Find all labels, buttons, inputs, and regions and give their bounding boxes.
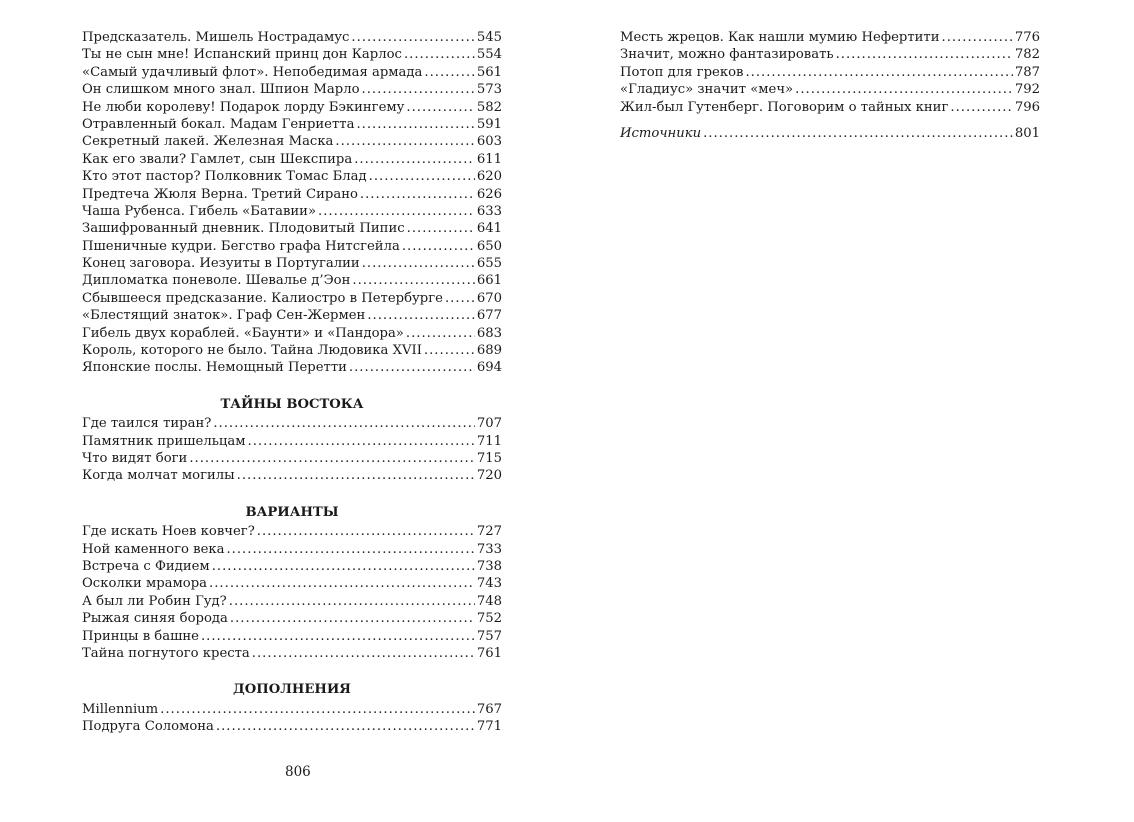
- dot-leader: [201, 628, 475, 645]
- dot-leader: [318, 203, 475, 220]
- entry-page: 683: [476, 325, 502, 341]
- toc-entry: [82, 628, 502, 645]
- dot-leader: [257, 523, 475, 540]
- entry-title: Что видят боги: [82, 450, 188, 466]
- dot-leader: [216, 718, 475, 735]
- toc-entry: [82, 467, 502, 484]
- entry-title: Ты не сын мне! Испанский принц дон Карлос: [82, 47, 402, 63]
- toc-entry: [620, 99, 1040, 116]
- toc-entry: [82, 99, 502, 116]
- entry-title: Кто этот пастор? Полковник Томас Блад: [82, 169, 367, 185]
- toc-entry: [620, 29, 1040, 46]
- toc-entry: [82, 433, 502, 450]
- toc-entry: [82, 541, 502, 558]
- entry-title: Где таился тиран?: [82, 416, 212, 432]
- dot-leader: [942, 29, 1013, 46]
- entry-page: 752: [476, 611, 502, 627]
- entry-title: «Самый удачливый флот». Непобедимая армада: [82, 64, 423, 80]
- entry-page: 689: [476, 343, 502, 359]
- entry-title: Сбывшееся предсказание. Калиостро в Петербурге: [82, 290, 443, 306]
- entry-page: 655: [476, 256, 502, 272]
- entry-page: 677: [476, 308, 502, 324]
- dot-leader: [795, 81, 1013, 98]
- toc-entry: [82, 701, 502, 718]
- entry-title: Рыжая синяя борода: [82, 611, 228, 627]
- entry-page: 711: [476, 433, 502, 449]
- toc-entry: [82, 272, 502, 289]
- entry-page: 767: [476, 701, 502, 717]
- toc-entry: [82, 133, 502, 150]
- entry-page: 603: [476, 134, 502, 150]
- toc-entry: [82, 151, 502, 168]
- entry-page: 727: [476, 524, 502, 540]
- entry-title: Секретный лакей. Железная Маска: [82, 134, 334, 150]
- dot-leader: [351, 29, 474, 46]
- dot-leader: [237, 467, 475, 484]
- dot-leader: [424, 64, 474, 81]
- entry-page: 591: [476, 116, 502, 132]
- entry-title: «Блестящий знаток». Граф Сен-Жермен: [82, 308, 366, 324]
- entry-title: Отравленный бокал. Мадам Генриетта: [82, 116, 355, 132]
- entry-page: 792: [1014, 82, 1040, 98]
- section-heading: ТАЙНЫ ВОСТОКА: [220, 396, 364, 412]
- entry-title: Тайна погнутого креста: [82, 645, 250, 661]
- entry-title: Предсказатель. Мишель Нострадамус: [82, 30, 350, 45]
- dot-leader: [703, 125, 1013, 142]
- toc-entry: [82, 359, 502, 376]
- toc-entry: [82, 64, 502, 81]
- dot-leader: [209, 575, 475, 592]
- entry-page: 757: [476, 628, 502, 644]
- entry-title: Гибель двух кораблей. «Баунти» и «Пандора»: [82, 325, 404, 341]
- section-heading: ВАРИАНТЫ: [245, 504, 339, 520]
- toc-entry: [82, 307, 502, 324]
- entry-page: 801: [1014, 125, 1040, 141]
- entry-title: Когда молчат могилы: [82, 468, 235, 484]
- entry-title: Не люби королеву! Подарок лорду Бэкингему: [82, 99, 405, 115]
- toc-entry: [82, 238, 502, 255]
- dot-leader: [354, 151, 475, 168]
- entry-page: 626: [476, 186, 502, 202]
- toc-entry: [82, 186, 502, 203]
- entry-title: Памятник пришельцам: [82, 433, 246, 449]
- entry-title: Чаша Рубенса. Гибель «Батавии»: [82, 203, 317, 219]
- entry-title: Предтеча Жюля Верна. Третий Сирано: [82, 186, 358, 202]
- toc-entry: [82, 220, 502, 237]
- toc-entry: [82, 81, 502, 98]
- entry-title: Он слишком много знал. Шпион Марло: [82, 82, 360, 98]
- dot-leader: [836, 46, 1013, 63]
- dot-leader: [213, 415, 475, 432]
- entry-page: 561: [476, 64, 502, 80]
- dot-leader: [212, 558, 475, 575]
- entry-page: 715: [476, 450, 502, 466]
- toc-entry: [82, 718, 502, 735]
- dot-leader: [362, 255, 475, 272]
- dot-leader: [252, 645, 475, 662]
- toc-entry: [82, 325, 502, 342]
- toc-entry: [620, 46, 1040, 63]
- toc-entry: [82, 558, 502, 575]
- toc-entry: [82, 450, 502, 467]
- entry-title: Месть жрецов. Как нашли мумию Нефертити: [620, 30, 940, 45]
- entry-title: Как его звали? Гамлет, сын Шекспира: [82, 151, 353, 167]
- dot-leader: [367, 307, 474, 324]
- spacer: [620, 116, 1040, 125]
- dot-leader: [360, 186, 475, 203]
- entry-title: Японские послы. Немощный Перетти: [82, 360, 347, 376]
- entry-page: 633: [476, 203, 502, 219]
- page-number: 806: [285, 764, 311, 780]
- entry-page: 620: [476, 169, 502, 185]
- dot-leader: [229, 593, 475, 610]
- dot-leader: [424, 342, 475, 359]
- dot-leader: [362, 81, 475, 98]
- toc-right-column: [620, 29, 1040, 142]
- entry-title: Подруга Соломона: [82, 719, 214, 735]
- toc-entry: [620, 125, 1040, 142]
- dot-leader: [745, 64, 1012, 81]
- dot-leader: [406, 99, 474, 116]
- entry-page: 743: [476, 576, 502, 592]
- entry-page: 748: [476, 593, 502, 609]
- entry-page: 782: [1014, 47, 1040, 63]
- dot-leader: [226, 541, 474, 558]
- entry-title: Где искать Ноев ковчег?: [82, 524, 255, 540]
- dot-leader: [407, 220, 475, 237]
- entry-title: Конец заговора. Иезуиты в Португалии: [82, 256, 360, 272]
- entry-title: Встреча с Фидием: [82, 558, 210, 574]
- entry-title: Дипломатка поневоле. Шевалье д’Эон: [82, 273, 351, 289]
- dot-leader: [352, 272, 474, 289]
- entry-title: Осколки мрамора: [82, 576, 208, 592]
- entry-title: Зашифрованный дневник. Плодовитый Пипис: [82, 221, 405, 237]
- toc-entry: [82, 29, 502, 46]
- entry-page: 771: [476, 719, 502, 735]
- entry-page: 707: [476, 416, 502, 432]
- entry-title: Источники: [620, 125, 702, 141]
- entry-title: «Гладиус» значит «меч»: [620, 82, 794, 98]
- entry-title: Пшеничные кудри. Бегство графа Нитсгейла: [82, 238, 400, 254]
- dot-leader: [406, 325, 475, 342]
- entry-page: 670: [476, 290, 502, 306]
- section-heading: ДОПОЛНЕНИЯ: [233, 682, 351, 698]
- entry-page: 787: [1014, 64, 1040, 80]
- dot-leader: [248, 433, 475, 450]
- entry-page: 761: [476, 645, 502, 661]
- toc-entry: [620, 64, 1040, 81]
- toc-entry: [82, 342, 502, 359]
- dot-leader: [230, 610, 475, 627]
- entry-title: Millennium: [82, 701, 159, 717]
- toc-entry: [82, 168, 502, 185]
- toc-entry: [82, 255, 502, 272]
- toc-entry: [620, 81, 1040, 98]
- entry-title: Король, которого не было. Тайна Людовика XVII: [82, 343, 422, 359]
- dot-leader: [402, 238, 475, 255]
- toc-entry: [82, 203, 502, 220]
- entry-title: Значит, можно фантазировать: [620, 47, 834, 63]
- toc-entry: [82, 290, 502, 307]
- dot-leader: [404, 46, 475, 63]
- entry-title: Принцы в башне: [82, 628, 199, 644]
- entry-page: 554: [476, 47, 502, 63]
- toc-entry: [82, 116, 502, 133]
- entry-page: 573: [476, 82, 502, 98]
- entry-page: 694: [476, 360, 502, 376]
- entry-page: 661: [476, 273, 502, 289]
- toc-entry: [82, 593, 502, 610]
- entry-page: 545: [476, 30, 502, 45]
- dot-leader: [189, 450, 474, 467]
- toc-entry: [82, 523, 502, 540]
- dot-leader: [335, 133, 474, 150]
- toc-entry: [82, 610, 502, 627]
- dot-leader: [356, 116, 474, 133]
- toc-entry: [82, 575, 502, 592]
- entry-page: 650: [476, 238, 502, 254]
- toc-entry: [82, 46, 502, 63]
- toc-left-column: [82, 29, 502, 735]
- entry-title: Жил-был Гутенберг. Поговорим о тайных книг: [620, 99, 949, 115]
- dot-leader: [349, 359, 475, 376]
- entry-page: 582: [476, 99, 502, 115]
- entry-page: 720: [476, 468, 502, 484]
- entry-title: Ной каменного века: [82, 541, 225, 557]
- entry-page: 611: [476, 151, 502, 167]
- entry-title: А был ли Робин Гуд?: [82, 593, 227, 609]
- entry-page: 796: [1014, 99, 1040, 115]
- entry-page: 641: [476, 221, 502, 237]
- entry-page: 733: [476, 541, 502, 557]
- entry-page: 776: [1014, 30, 1040, 45]
- toc-entry: [82, 645, 502, 662]
- dot-leader: [950, 99, 1012, 116]
- toc-entry: [82, 415, 502, 432]
- entry-page: 738: [476, 558, 502, 574]
- entry-title: Потоп для греков: [620, 64, 744, 80]
- dot-leader: [369, 168, 475, 185]
- dot-leader: [445, 290, 475, 307]
- dot-leader: [160, 701, 475, 718]
